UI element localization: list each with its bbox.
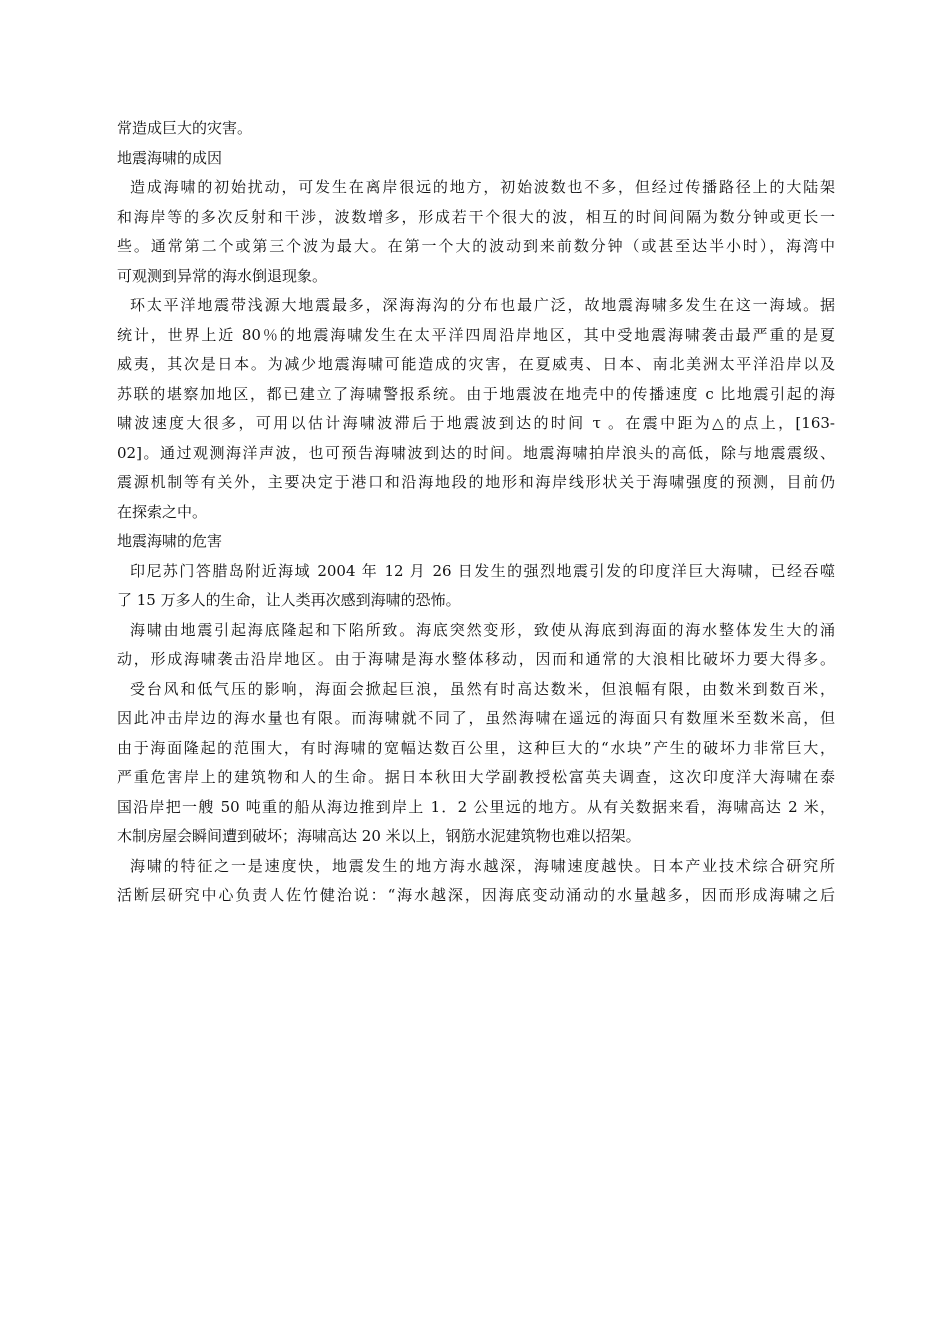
text-line: 海啸的特征之一是速度快，地震发生的地方海水越深，海啸速度越快。日本产业技术综合研究所 bbox=[130, 856, 835, 875]
document-body bbox=[117, 114, 835, 911]
text-line: 可观测到异常的海水倒退现象。 bbox=[117, 266, 328, 285]
text-line: 些。通常第二个或第三个波为最大。在第一个大的波动到来前数分钟（或甚至达半小时），海湾中 bbox=[117, 237, 835, 255]
text-line: 国沿岸把一艘 50 吨重的船从海边推到岸上 1．2 公里远的地方。从有关数据来看，海啸高达 2 米， bbox=[117, 797, 835, 816]
text-line: 因此冲击岸边的海水量也有限。而海啸就不同了，虽然海啸在遥远的海面只有数厘米至数米高，但 bbox=[117, 709, 835, 727]
text-line: 造成海啸的初始扰动，可发生在离岸很远的地方，初始波数也不多，但经过传播路径上的大陆架 bbox=[130, 178, 835, 196]
text-line: 动，形成海啸袭击沿岸地区。由于海啸是海水整体移动，因而和通常的大浪相比破坏力要大得多。 bbox=[117, 650, 835, 668]
text-line: 啸波速度大很多，可用以估计海啸波滞后于地震波到达的时间 τ 。在震中距为△的点上，[163- bbox=[117, 414, 835, 432]
text-line: 木制房屋会瞬间遭到破坏；海啸高达 20 米以上，钢筋水泥建筑物也难以招架。 bbox=[117, 827, 641, 845]
section-heading: 地震海啸的危害 bbox=[117, 532, 223, 550]
text-line: 在探索之中。 bbox=[117, 502, 208, 521]
text-line: 和海岸等的多次反射和干涉，波数增多，形成若干个很大的波，相互的时间间隔为数分钟或更长一 bbox=[117, 207, 835, 226]
text-line: 统计，世界上近 80％的地震海啸发生在太平洋四周沿岸地区，其中受地震海啸袭击最严重的是夏 bbox=[117, 325, 835, 344]
text-line: 受台风和低气压的影响，海面会掀起巨浪，虽然有时高达数米，但浪幅有限，由数米到数百米， bbox=[130, 679, 835, 698]
text-line: 常造成巨大的灾害。 bbox=[117, 119, 253, 137]
text-line: 了 15 万多人的生命，让人类再次感到海啸的恐怖。 bbox=[117, 591, 461, 609]
text-line: 环太平洋地震带浅源大地震最多，深海海沟的分布也最广泛，故地震海啸多发生在这一海域。据 bbox=[130, 296, 835, 314]
text-line: 震源机制等有关外，主要决定于港口和沿海地段的地形和海岸线形状关于海啸强度的预测，目前仍 bbox=[117, 473, 835, 491]
text-line: 海啸由地震引起海底隆起和下陷所致。海底突然变形，致使从海底到海面的海水整体发生大的涌 bbox=[130, 620, 835, 639]
text-line: 威夷，其次是日本。为减少地震海啸可能造成的灾害，在夏威夷、日本、南北美洲太平洋沿岸以及 bbox=[117, 355, 835, 373]
text-line: 由于海面隆起的范围大，有时海啸的宽幅达数百公里，这种巨大的“水块”产生的破坏力非常巨大， bbox=[117, 738, 835, 757]
text-line: 印尼苏门答腊岛附近海域 2004 年 12 月 26 日发生的强烈地震引发的印度洋巨大海啸，已经吞噬 bbox=[130, 561, 835, 580]
text-line: 02]。通过观测海洋声波，也可预告海啸波到达的时间。地震海啸拍岸浪头的高低，除与地震震级、 bbox=[117, 443, 835, 462]
section-heading: 地震海啸的成因 bbox=[117, 148, 223, 167]
text-line: 苏联的堪察加地区，都已建立了海啸警报系统。由于地震波在地壳中的传播速度 c 比地震引起的海 bbox=[117, 384, 835, 403]
text-line: 活断层研究中心负责人佐竹健治说：“海水越深，因海底变动涌动的水量越多，因而形成海啸之后 bbox=[117, 886, 835, 904]
text-line: 严重危害岸上的建筑物和人的生命。据日本秋田大学副教授松富英夫调查，这次印度洋大海啸在泰 bbox=[117, 768, 835, 786]
